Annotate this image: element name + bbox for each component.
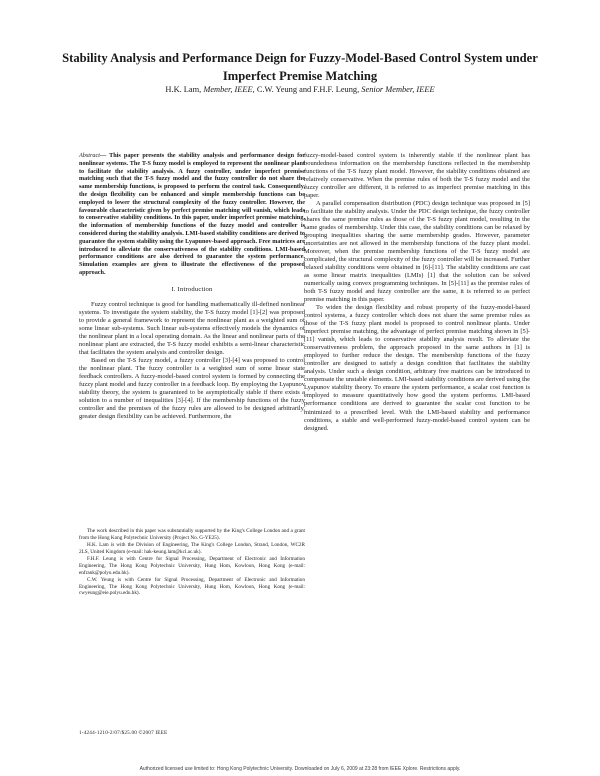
author-name: H.K. Lam, (165, 85, 202, 94)
abstract (79, 152, 305, 277)
body-paragraph: A parallel compensation distribution (PDC) design technique was proposed in [5] to facilitate the stability analysis. Under the PDC design technique, the fuzzy controller shares the same premise rules as those of the T-S fuzzy plant model, resulting in the same grades of membership. Under this case, the stability conditions can be relaxed by grouping inequalities sharing the same membership grades. However, parameter uncertainties are not allowed in the membership functions of the fuzzy plant model. Moreover, when the premise membership functions of the T-S fuzzy model are complicated, the structural complexity of the fuzzy controller will be increased. Further relaxed stability conditions were obtained in [6]-[11]. The stability conditions are cast as some linear matrix inequalities (LMIs) [1] that the solution can be solved numerically using convex programming techniques. In [5]-[11] as the premise rules of both T-S fuzzy model and fuzzy controller are the same, it is referred to as perfect premise matching in this paper. (304, 200, 530, 304)
author-affiliation: Senior Member, IEEE (361, 85, 435, 94)
right-column (304, 152, 530, 433)
paper-title: Stability Analysis and Performance Deign for Fuzzy-Model-Based Control System under Imperfect Premise Matching (62, 51, 538, 83)
footnote: The work described in this paper was substantially supported by the King's College London and a grant from the Hong Kong Polytechnic University (Project No. G-YE25). (79, 528, 305, 541)
left-column (79, 152, 305, 421)
author-line (60, 84, 540, 95)
author-name: C.W. Yeung (256, 85, 298, 94)
author-affiliation: Member, IEEE, (203, 85, 255, 94)
footnote: F.H.F. Leung is with Centre for Signal Processing, Department of Electronic and Information Engineering, The Hong Kong Polytechnic University, Hung Hom, Kowloon, Hong Kong (e-mail: enfrank@polyu.edu.hk). (79, 556, 305, 576)
section-heading: I. Introduction (171, 285, 213, 293)
author-name: and F.H.F. Leung, (299, 85, 360, 94)
body-paragraph: Fuzzy control technique is good for handling mathematically ill-defined nonlinear systems. To investigate the system stability, the T-S fuzzy model [1]-[2] was proposed to provide a general framework to represent the nonlinear plant as a weighted sum of some linear sub-systems. Such linear sub-systems effectively models the dynamics of the nonlinear plant in a local operating domain. As the linear and nonlinear parts of the nonlinear plant are extracted, the T-S fuzzy model exhibits a semi-linear characteristic that facilitates the system analysis and controller design. (79, 300, 305, 356)
body-paragraph: fuzzy-model-based control system is inherently stable if the nonlinear plant has boundedness information on the membership functions reflected in the membership functions of the T-S fuzzy plant model. However, the stability conditions obtained are relatively conservative. When the premise rules of both the T-S fuzzy model and the fuzzy controller are different, it is referred to as imperfect premise matching in this paper. (304, 152, 530, 200)
authorized-use-notice: Authorized licensed use limited to: Hong Kong Polytechnic University. Downloaded on July 6, 2009 at 23:28 from IEEE Xplore. Restrictions apply. (139, 766, 461, 772)
copyright-line: 1-4244-1210-2/07/$25.00 ©2007 IEEE (79, 730, 168, 736)
footnote: H.K. Lam is with the Division of Engineering, The King's College London, Strand, London, WC2R 2LS, United Kingdom (e-mail: hak-keung.lam@kcl.ac.uk). (79, 542, 305, 555)
footnote: C.W. Yeung is with Centre for Signal Processing, Department of Electronic and Information Engineering, The Hong Kong Polytechnic University, Hung Hom, Kowloon, Hong Kong (e-mail: cwyeung@eie.polyu.edu.hk). (79, 577, 305, 597)
footnotes (79, 528, 305, 598)
body-paragraph: To widen the design flexibility and robust property of the fuzzy-model-based control systems, a fuzzy controller which does not share the same premise rules as those of the T-S fuzzy plant model is proposed to control nonlinear plants. Under imperfect premise matching, the advantage of perfect premise matching shown in [5]-[11] vanish, which leads to conservative stability analysis result. To alleviate the conservativeness problem, the approach proposed in the same authors in [1] is employed to further reduce the design. The membership functions of the fuzzy controller are designed to satisfy a design condition that facilitates the stability analysis. Under such a design condition, arbitrary free matrices can be introduced to compensate the unstable elements. LMI-based stability conditions are derived using the Lyapunov stability theory. To ensure the system performance, a scalar cost function is employed to measure quantitatively how good the system performs. LMI-based performance conditions are derived to guarantee the scalar cost function to be minimized to a prescribed level. With the LMI-based stability and performance conditions, a stable and well-performed fuzzy-model-based control system can be designed. (304, 304, 530, 432)
body-paragraph: Based on the T-S fuzzy model, a fuzzy controller [3]-[4] was proposed to control the nonlinear plant. The fuzzy controller is a weighted sum of some linear state feedback controllers. A fuzzy-model-based control system is formed by connecting the fuzzy plant model and fuzzy controller in a feedback loop. By employing the Lyapunov stability theory, the system is guaranteed to be asymptotically stable if there exists a solution to a number of inequalities [3]-[4]. If the membership functions of the fuzzy controller and the premises of the fuzzy rules are allowed to be designed arbitrarily, greater design flexibility can be achieved. Furthermore, the (79, 356, 305, 420)
abstract-label: Abstract (79, 152, 100, 159)
abstract-text: — This paper presents the stability analysis and performance design for nonlinear systems. The T-S fuzzy model is employed to represent the nonlinear plant to facilitate the stability analysis. A fuzzy controller, under imperfect premise matching such that the T-S fuzzy model and the fuzzy controller do not share the same membership functions, is proposed to perform the control task. Consequently, the design flexibility can be enhanced and simple membership functions can be employed to lower the structural complexity of the fuzzy controller. However, the favourable characteristic given by perfect premise matching will vanish, which leads to conservative stability conditions. In this paper, under imperfect premise matching, the information of membership functions of the fuzzy model and controller is considered during the stability analysis. LMI-based stability conditions are derived to guarantee the system stability using the Lyapunov-based approach. Free matrices are introduced to alleviate the conservativeness of the stability conditions. LMI-based performance conditions are also derived to guarantee the system performance. Simulation examples are given to illustrate the effectiveness of the proposed approach. (79, 152, 305, 276)
